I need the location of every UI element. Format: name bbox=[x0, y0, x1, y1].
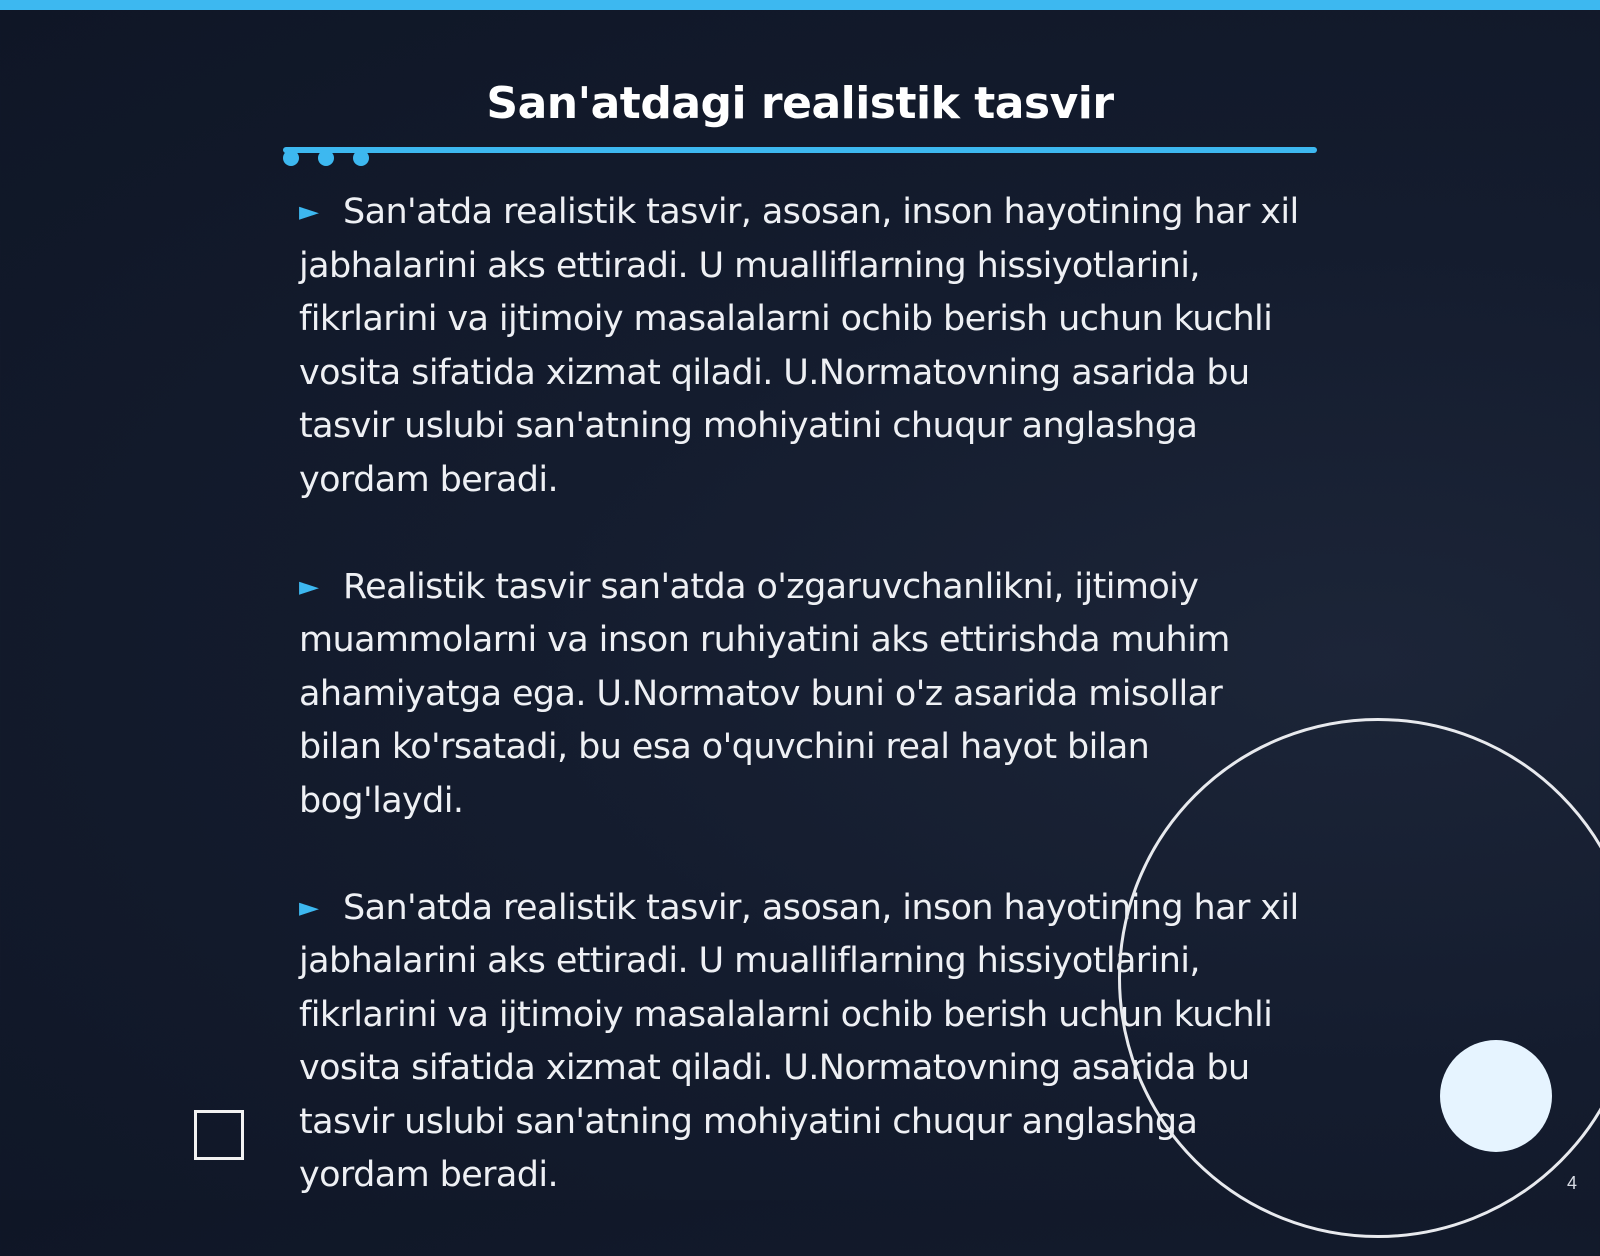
decorative-dot-1 bbox=[283, 150, 299, 166]
bullet-arrow-icon: ► bbox=[299, 571, 319, 602]
bullet-text: San'atda realistik tasvir, asosan, inson hayotining har xil jabhalarini aks ettiradi. U mualliflarning hissiyotlarini, fikrlarini va ijtimoiy masalalarni ochib berish uchun kuchli vosita sifatida xizmat qiladi. U.Normatovning asarida bu tasvir uslubi san'atning mohiyatini chuqur anglashga yordam beradi. bbox=[299, 192, 1299, 500]
bullet-item-1 bbox=[299, 186, 1299, 507]
page-number: 4 bbox=[1566, 1173, 1577, 1193]
slide-title: San'atdagi realistik tasvir bbox=[486, 78, 1114, 129]
bullet-text: Realistik tasvir san'atda o'zgaruvchanlikni, ijtimoiy muammolarni va inson ruhiyatini aks ettirishda muhim ahamiyatga ega. U.Normatov buni o'z asarida misollar bilan ko'rsatadi, bu esa o'quvchini real hayot bilan bog'laydi. bbox=[299, 566, 1230, 821]
bullet-item-2 bbox=[299, 561, 1299, 829]
decorative-dot-2 bbox=[318, 150, 334, 166]
bullet-text: San'atda realistik tasvir, asosan, inson hayotining har xil jabhalarini aks ettiradi. U mualliflarning hissiyotlarini, fikrlarini va ijtimoiy masalalarni ochib berish uchun kuchli vosita sifatida xizmat qiladi. U.Normatovning asarida bu tasvir uslubi san'atning mohiyatini chuqur anglashga yordam beradi. bbox=[299, 887, 1299, 1195]
title-underline bbox=[283, 147, 1317, 153]
bullet-arrow-icon: ► bbox=[299, 197, 319, 227]
decorative-filled-circle bbox=[1440, 1040, 1552, 1152]
top-accent-bar bbox=[0, 0, 1600, 10]
decorative-dot-3 bbox=[353, 150, 369, 166]
decorative-square-outline bbox=[194, 1110, 244, 1160]
bullet-arrow-icon: ► bbox=[299, 892, 319, 923]
